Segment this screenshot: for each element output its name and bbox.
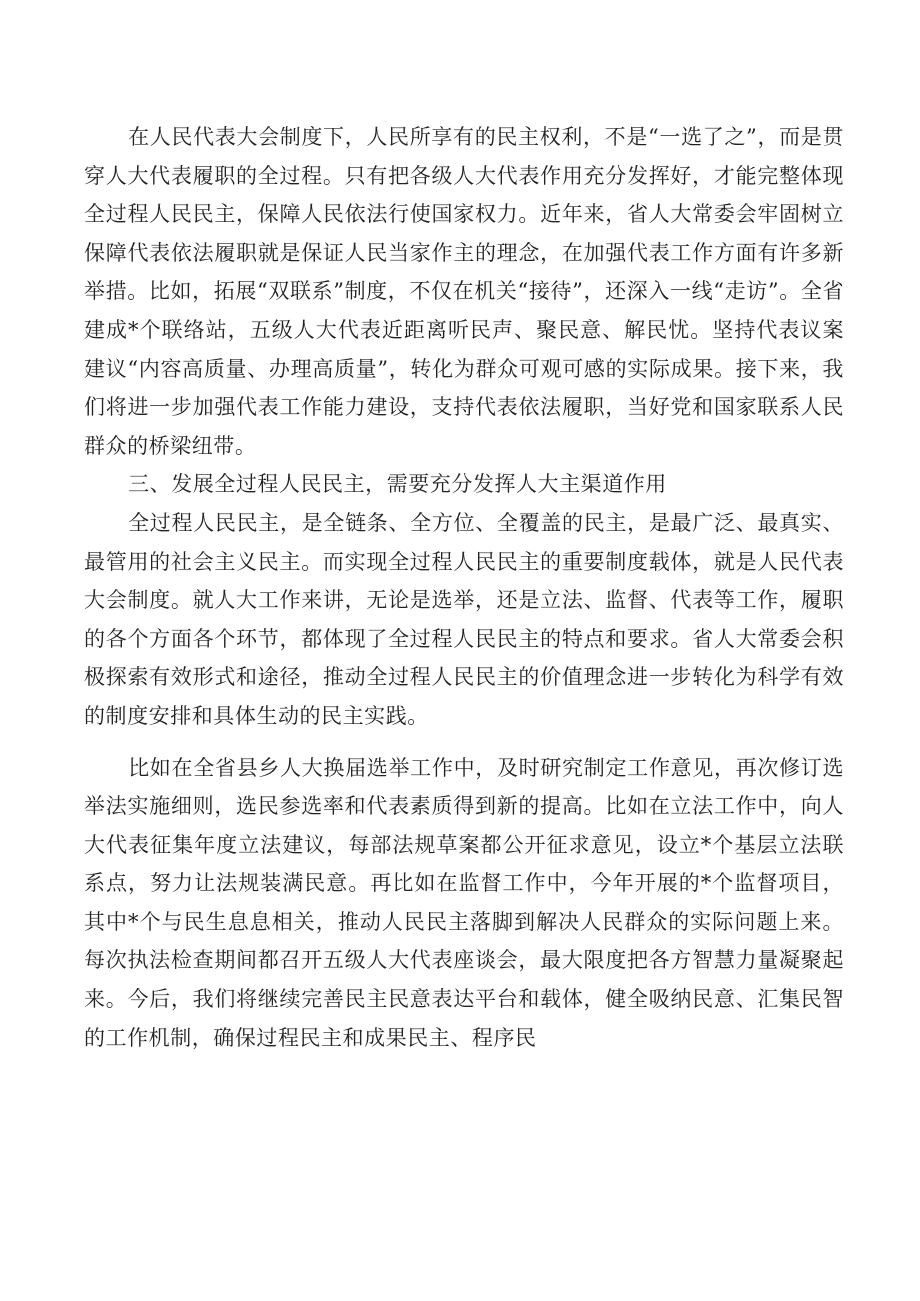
- section-heading-3: 三、发展全过程人民民主，需要充分发挥人大主渠道作用: [128, 472, 667, 497]
- paragraph-examples: 比如在全省县乡人大换届选举工作中，及时研究制定工作意见，再次修订选举法实施细则，选民参选率和代表素质得到新的提高。比如在立法工作中，向人大代表征集年度立法建议，每部法规草案都公开征求意见，设立*个基层立法联系点，努力让法规装满民意。再比如在监督工作中，今年开展的*个监督项目，其中*个与民生息息相关，推动人民民主落脚到解决人民群众的实际问题上来。每次执法检查期间都召开五级人大代表座谈会，最大限度把各方智慧力量凝聚起来。今后，我们将继续完善民主民意表达平台和载体，健全吸纳民意、汇集民智的工作机制，确保过程民主和成果民主、程序民: [84, 755, 844, 1050]
- paragraph-whole-process-democracy: 全过程人民民主，是全链条、全方位、全覆盖的民主，是最广泛、最真实、最管用的社会主义民主。而实现全过程人民民主的重要制度载体，就是人民代表大会制度。就人大工作来讲，无论是选举，还是立法、监督、代表等工作，履职的各个方面各个环节，都体现了全过程人民民主的特点和要求。省人大常委会积极探索有效形式和途径，推动全过程人民民主的价值理念进一步转化为科学有效的制度安排和具体生动的民主实践。: [84, 510, 844, 728]
- document-body: [84, 118, 844, 1057]
- paragraph-representatives: 在人民代表大会制度下，人民所享有的民主权利，不是“一选了之”，而是贯穿人大代表履职的全过程。只有把各级人大代表作用充分发挥好，才能完整体现全过程人民民主，保障人民依法行使国家权力。近年来，省人大常委会牢固树立保障代表依法履职就是保证人民当家作主的理念，在加强代表工作方面有许多新举措。比如，拓展“双联系”制度，不仅在机关“接待”，还深入一线“走访”。全省建成*个联络站，五级人大代表近距离听民声、聚民意、解民忧。坚持代表议案建议“内容高质量、办理高质量”，转化为群众可观可感的实际成果。接下来，我们将进一步加强代表工作能力建设，支持代表依法履职，当好党和国家联系人民群众的桥梁纽带。: [84, 125, 844, 458]
